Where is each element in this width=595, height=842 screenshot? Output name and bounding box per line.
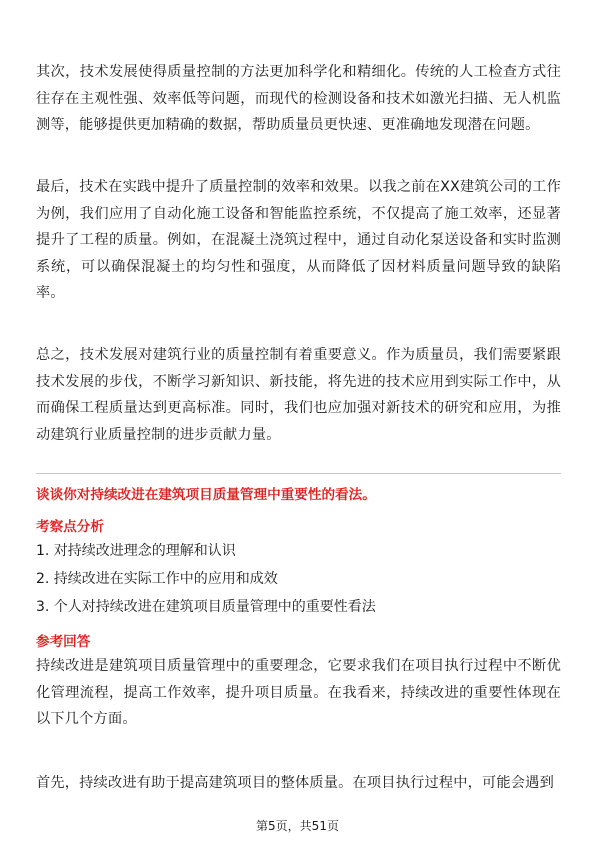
answer-heading: 参考回答 [36,634,91,650]
analysis-heading: 考察点分析 [36,519,104,535]
section-divider [36,473,561,474]
paragraph-practice-efficiency: 最后，技术在实践中提升了质量控制的效率和效果。以我之前在XX建筑公司的工作为例，我们应用了自动化施工设备和智能监控系统，不仅提高了施工效率，还显著提升了工程的质量。例如，在混凝土浇筑过程中，通过自动化泵送设备和实时监测系统，可以确保混凝土的均匀性和强度，从而降低了因材料质量问题导致的缺陷率。 [36,179,561,301]
analysis-item-3: 3. 个人对持续改进在建筑项目质量管理中的重要性看法 [36,599,376,615]
answer-paragraph-first: 首先，持续改进有助于提高建筑项目的整体质量。在项目执行过程中，可能会遇到 [36,775,554,791]
answer-paragraph-intro: 持续改进是建筑项目质量管理中的重要理念，它要求我们在项目执行过程中不断优化管理流程，提高工作效率，提升项目质量。在我看来，持续改进的重要性体现在以下几个方面。 [36,658,561,727]
paragraph-technical-methods: 其次，技术发展使得质量控制的方法更加科学化和精细化。传统的人工检查方式往往存在主观性强、效率低等问题，而现代的检测设备和技术如激光扫描、无人机监测等，能够提供更加精确的数据，帮助质量员更快速、更准确地发现潜在问题。 [36,64,561,133]
analysis-item-2: 2. 持续改进在实际工作中的应用和成效 [36,571,278,587]
question-title: 谈谈你对持续改进在建筑项目质量管理中重要性的看法。 [36,487,376,503]
paragraph-conclusion: 总之，技术发展对建筑行业的质量控制有着重要意义。作为质量员，我们需要紧跟技术发展的步伐，不断学习新知识、新技能，将先进的技术应用到实际工作中，从而确保工程质量达到更高标准。同时，我们也应加强对新技术的研究和应用，为推动建筑行业质量控制的进步贡献力量。 [36,347,561,443]
page-number: 第5页，共51页 [256,819,339,833]
analysis-item-1: 1. 对持续改进理念的理解和认识 [36,543,236,559]
